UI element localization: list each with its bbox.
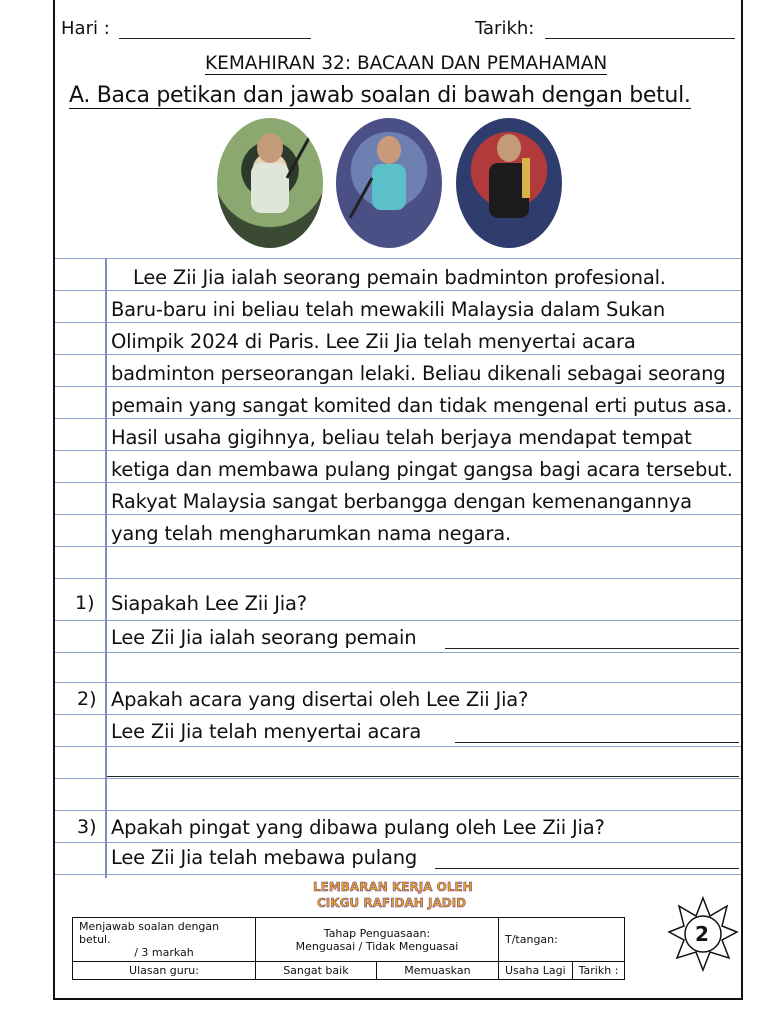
page-title: KEMAHIRAN 32: BACAAN DAN PEMAHAMAN [205, 53, 608, 74]
passage-line-6: Hasil usaha gigihnya, beliau telah berjaya mendapat tempat [111, 426, 692, 449]
credit-line-1: LEMBARAN KERJA OLEH [313, 880, 473, 894]
question-2-number: 2) [77, 688, 97, 710]
footer-marks: / 3 markah [134, 946, 194, 959]
question-3-answer-start: Lee Zii Jia telah mebawa pulang [111, 846, 418, 869]
question-1-answer-line[interactable] [445, 648, 739, 649]
footer-answer-criteria: Menjawab soalan dengan betul. [79, 920, 220, 946]
footer-level-label: Tahap Penguasaan: [323, 926, 431, 940]
passage-line-1: Lee Zii Jia ialah seorang pemain badminton profesional. [133, 266, 666, 289]
passage-line-5: pemain yang sangat komited dan tidak mengenal erti putus asa. [111, 394, 733, 417]
footer-option-sangat-baik[interactable]: Sangat baik [256, 962, 377, 980]
question-3-answer-line[interactable] [435, 868, 739, 869]
question-3-number: 3) [77, 816, 97, 838]
player-photo-3 [456, 118, 562, 248]
tarikh-label: Tarikh: [475, 18, 535, 39]
passage-line-9: yang telah mengharumkan nama negara. [111, 522, 511, 545]
passage-line-2: Baru-baru ini beliau telah mewakili Malaysia dalam Sukan [111, 298, 666, 321]
passage-line-8: Rakyat Malaysia sangat berbangga dengan kemenangannya [111, 490, 692, 513]
passage-line-3: Olimpik 2024 di Paris. Lee Zii Jia telah menyertai acara [111, 330, 636, 353]
footer-option-memuaskan[interactable]: Memuaskan [376, 962, 498, 980]
footer-signature-label: T/tangan: [505, 933, 558, 946]
footer-teacher-comment-label: Ulasan guru: [129, 964, 199, 977]
hari-label: Hari : [61, 18, 110, 39]
assessment-table [72, 917, 625, 980]
question-1-answer-start: Lee Zii Jia ialah seorang pemain [111, 626, 417, 649]
question-2-answer-line-2[interactable] [107, 776, 739, 777]
question-1-text: Siapakah Lee Zii Jia? [111, 592, 307, 615]
hari-answer-line[interactable] [119, 38, 311, 39]
player-photo-1 [217, 118, 323, 248]
tarikh-answer-line[interactable] [545, 38, 735, 39]
worksheet [53, 0, 743, 1000]
question-3-text: Apakah pingat yang dibawa pulang oleh Lee Zii Jia? [111, 816, 605, 839]
margin-line [105, 258, 107, 878]
footer-signature-cell[interactable] [499, 918, 625, 962]
passage-line-4: badminton perseorangan lelaki. Beliau dikenali sebagai seorang [111, 362, 726, 385]
question-2-answer-start: Lee Zii Jia telah menyertai acara [111, 720, 422, 743]
question-2-text: Apakah acara yang disertai oleh Lee Zii Jia? [111, 688, 529, 711]
player-photo-2 [336, 118, 442, 248]
question-1-number: 1) [75, 592, 95, 614]
instruction: A. Baca petikan dan jawab soalan di bawah dengan betul. [69, 83, 691, 108]
footer-date-cell[interactable]: Tarikh : [572, 962, 625, 980]
question-2-answer-line[interactable] [455, 742, 739, 743]
credit-line-2: CIKGU RAFIDAH JADID [317, 896, 467, 910]
page-number: 2 [695, 922, 709, 946]
passage-line-7: ketiga dan membawa pulang pingat gangsa bagi acara tersebut. [111, 458, 733, 481]
footer-option-usaha-lagi[interactable]: Usaha Lagi [499, 962, 573, 980]
footer-level-options: Menguasai / Tidak Menguasai [295, 939, 459, 953]
